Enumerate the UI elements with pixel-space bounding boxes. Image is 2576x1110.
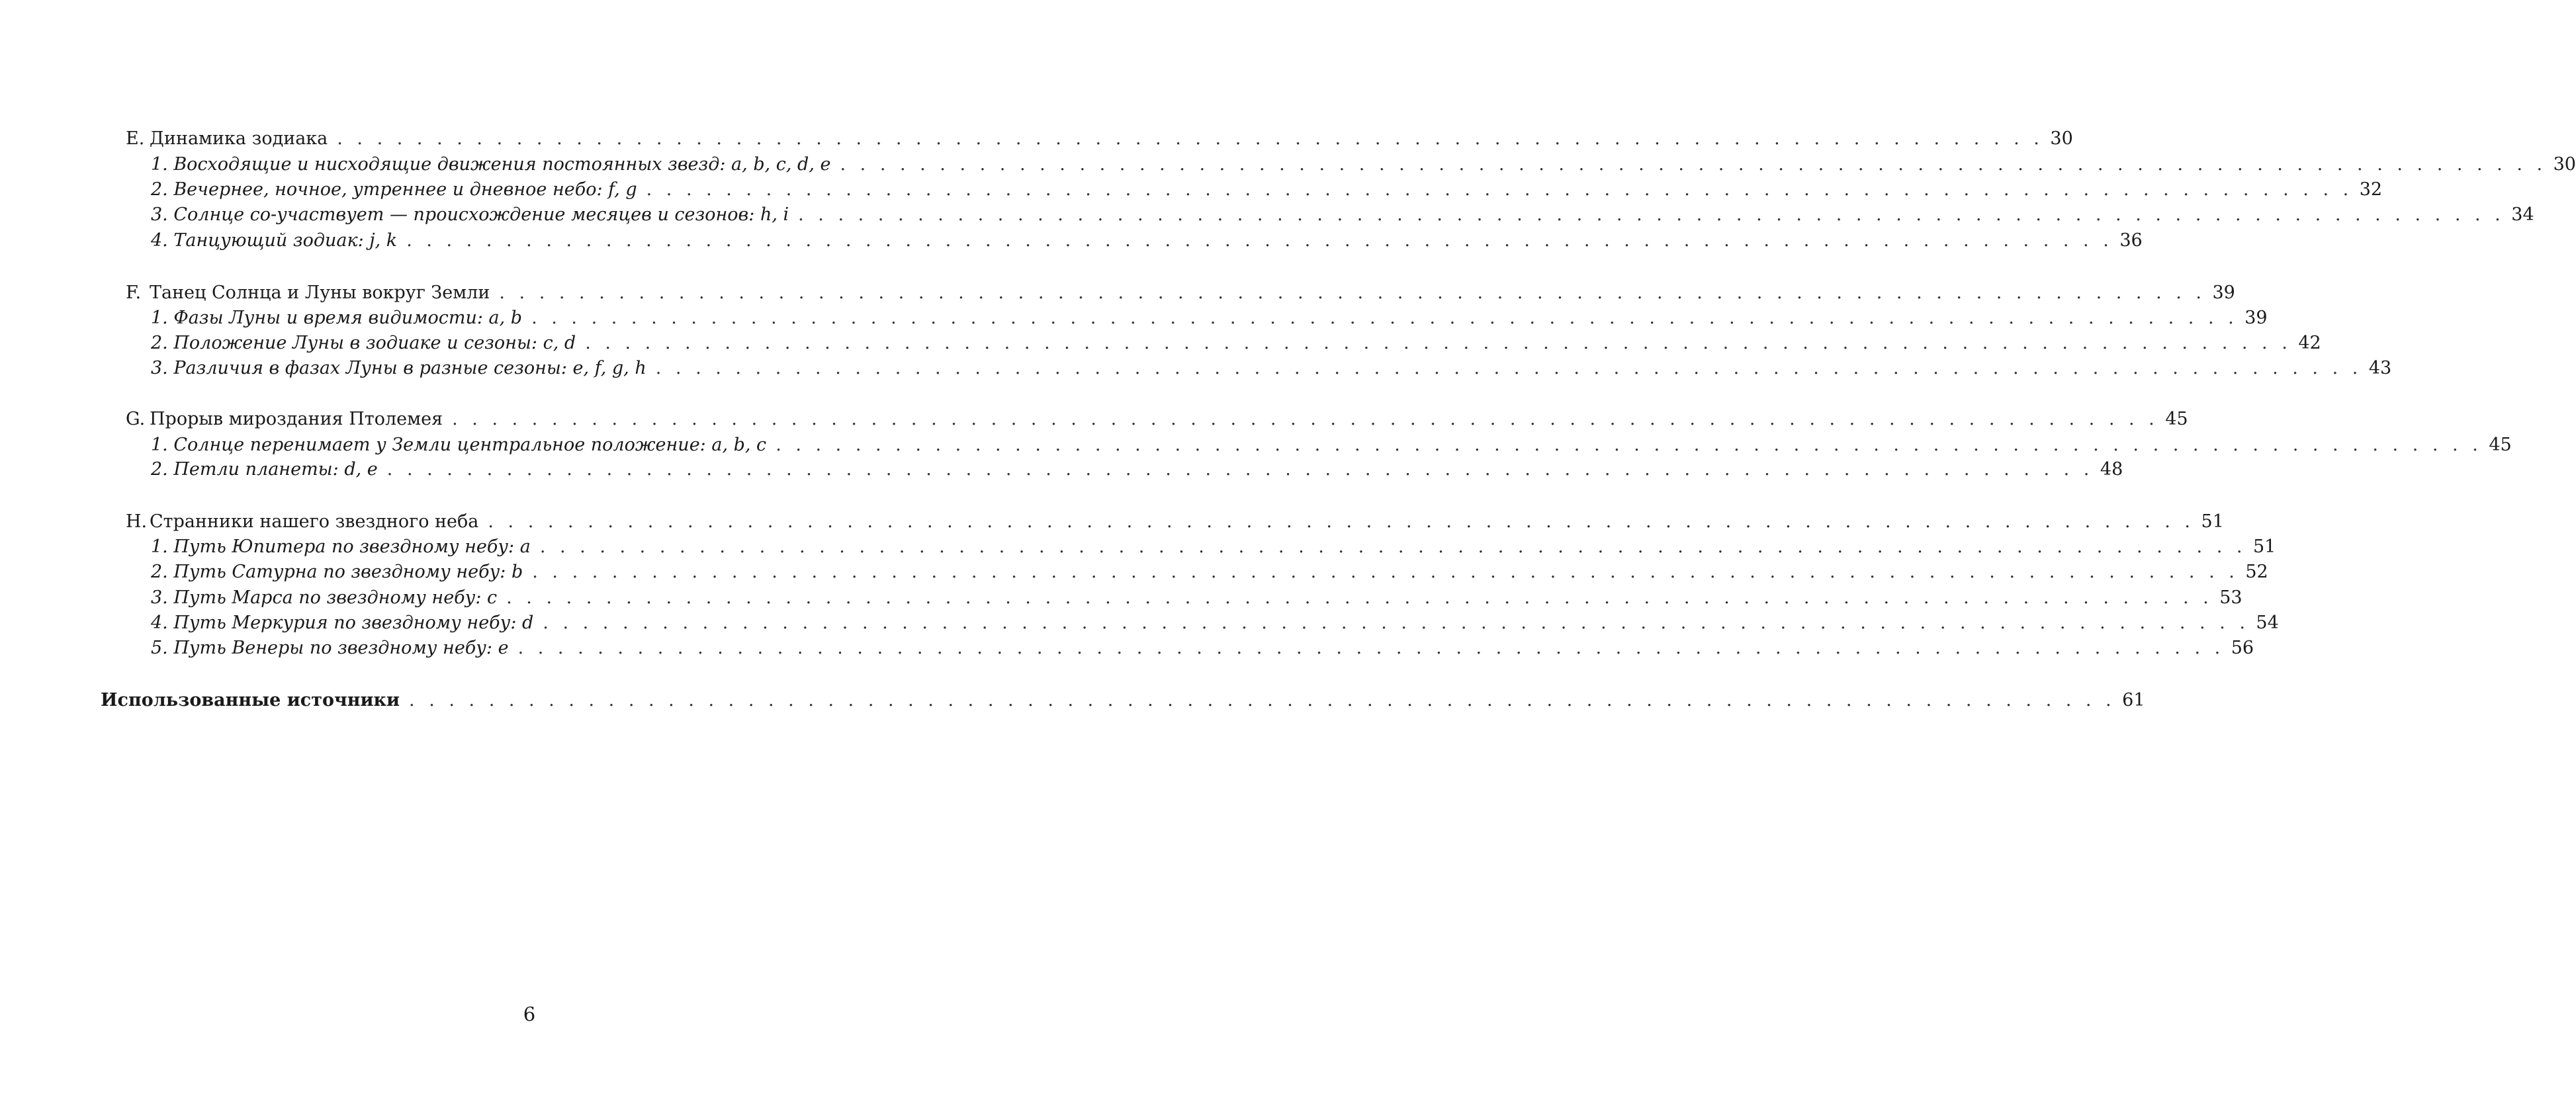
page-ref: 39	[2244, 308, 2268, 328]
dot-leader: . . . . . . . . . . . . . . . . . . . . . . . . . . . . . . . . . . . . . . . . . . . . . . . . . . . . . . . . . . . . . . . . . . . . . . . . . . . . . . . . . . . . . .	[499, 282, 2206, 303]
section-title	[126, 127, 328, 151]
dot-leader: . . . . . . . . . . . . . . . . . . . . . . . . . . . . . . . . . . . . . . . . . . . . . . . . . . . . . . . . . . . . . . . . . . . . . . . . . . . . . . . . . . . . . .	[585, 333, 2292, 353]
section-letter: H.	[126, 511, 148, 532]
toc-item[interactable]	[151, 357, 2392, 380]
item-label: 3. Путь Марса по звездному небу: c	[151, 587, 498, 608]
toc-item[interactable]	[151, 331, 2321, 355]
dot-leader: . . . . . . . . . . . . . . . . . . . . . . . . . . . . . . . . . . . . . . . . . . . . . . . . . . . . . . . . . . . . . . . . . . . . . . . . . . . . . . . . . . . . . .	[532, 562, 2239, 582]
dot-leader: . . . . . . . . . . . . . . . . . . . . . . . . . . . . . . . . . . . . . . . . . . . . . . . . . . . . . . . . . . . . . . . . . . . . . . . . . . . . . . . . . . . . . .	[798, 204, 2505, 225]
page-ref: 30	[2553, 154, 2576, 175]
item-label: 4. Танцующий зодиак: j, k	[151, 230, 398, 251]
section-letter: E.	[126, 128, 145, 149]
dot-leader: . . . . . . . . . . . . . . . . . . . . . . . . . . . . . . . . . . . . . . . . . . . . . . . . . . . . . . . . . . . . . . . . . . . . . . . . . . . . . . . . . . . . . .	[506, 587, 2213, 608]
dot-leader: . . . . . . . . . . . . . . . . . . . . . . . . . . . . . . . . . . . . . . . . . . . . . . . . . . . . . . . . . . . . . . . . . . . . . . . . . . . . . . . . . . . . . .	[488, 511, 2195, 532]
item-label: 2. Вечернее, ночное, утреннее и дневное небо: f, g	[151, 179, 637, 200]
toc-item[interactable]	[151, 229, 2143, 253]
page-ref: 61	[2122, 690, 2145, 710]
page-ref: 51	[2252, 536, 2276, 557]
toc-item[interactable]	[151, 611, 2279, 635]
section-letter: F.	[126, 282, 142, 303]
dot-leader: . . . . . . . . . . . . . . . . . . . . . . . . . . . . . . . . . . . . . . . . . . . . . . . . . . . . . . . . . . . . . . . . . . . . . . . . . . . . . . . . . . . . . .	[646, 179, 2353, 200]
page-ref: 53	[2219, 587, 2243, 608]
item-label: 3. Солнце со-участвует — происхождение месяцев и сезонов: h, i	[151, 204, 789, 225]
dot-leader: . . . . . . . . . . . . . . . . . . . . . . . . . . . . . . . . . . . . . . . . . . . . . . . . . . . . . . . . . . . . . . . . . . . . . . . . . . . . . . . . . . . . . .	[409, 690, 2116, 710]
toc-item[interactable]	[151, 586, 2243, 610]
dot-leader: . . . . . . . . . . . . . . . . . . . . . . . . . . . . . . . . . . . . . . . . . . . . . . . . . . . . . . . . . . . . . . . . . . . . . . . . . . . . . . . . . . . . . .	[543, 613, 2250, 633]
section-letter: G.	[126, 409, 146, 429]
section-title	[126, 510, 478, 534]
toc-item[interactable]	[151, 560, 2268, 584]
item-label: 1. Солнце перенимает у Земли центральное положение: a, b, c	[151, 435, 767, 455]
section-title-text: Странники нашего звездного неба	[150, 511, 479, 532]
item-label: 2. Петли планеты: d, e	[151, 459, 378, 480]
dot-leader: . . . . . . . . . . . . . . . . . . . . . . . . . . . . . . . . . . . . . . . . . . . . . . . . . . . . . . . . . . . . . . . . . . . . . . . . . . . . . . . . . . . . . .	[776, 435, 2483, 455]
dot-leader: . . . . . . . . . . . . . . . . . . . . . . . . . . . . . . . . . . . . . . . . . . . . . . . . . . . . . . . . . . . . . . . . . . . . . . . . . . . . . . . . . . . . . .	[406, 230, 2113, 251]
toc-section-e[interactable]	[126, 127, 2073, 151]
toc-item[interactable]	[151, 306, 2268, 330]
toc-item[interactable]	[151, 535, 2276, 559]
toc-item[interactable]	[151, 203, 2534, 227]
sources-title: Использованные источники	[101, 690, 400, 710]
toc-item[interactable]	[151, 153, 2576, 177]
item-label: 4. Путь Меркурия по звездному небу: d	[151, 613, 534, 633]
section-title	[126, 407, 443, 431]
section-title-text: Танец Солнца и Луны вокруг Земли	[150, 282, 490, 303]
toc-item[interactable]	[151, 433, 2512, 457]
dot-leader: . . . . . . . . . . . . . . . . . . . . . . . . . . . . . . . . . . . . . . . . . . . . . . . . . . . . . . . . . . . . . . . . . . . . . . . . . . . . . . . . . . . . . .	[337, 128, 2044, 149]
toc-item[interactable]	[151, 458, 2123, 482]
page-ref: 54	[2256, 613, 2279, 633]
section-title	[126, 281, 490, 305]
page-ref: 36	[2119, 230, 2143, 251]
toc-section-h[interactable]	[126, 510, 2224, 534]
dot-leader: . . . . . . . . . . . . . . . . . . . . . . . . . . . . . . . . . . . . . . . . . . . . . . . . . . . . . . . . . . . . . . . . . . . . . . . . . . . . . . . . . . . . . .	[452, 409, 2159, 429]
item-label: 5. Путь Венеры по звездному небу: e	[151, 638, 509, 658]
page-ref: 34	[2511, 204, 2534, 225]
toc-section-f[interactable]	[126, 281, 2235, 305]
item-label: 1. Фазы Луны и время видимости: a, b	[151, 308, 523, 328]
dot-leader: . . . . . . . . . . . . . . . . . . . . . . . . . . . . . . . . . . . . . . . . . . . . . . . . . . . . . . . . . . . . . . . . . . . . . . . . . . . . . . . . . . . . . .	[655, 358, 2362, 378]
page-ref: 56	[2231, 638, 2254, 658]
page-ref: 43	[2368, 358, 2392, 378]
item-label: 1. Восходящие и нисходящие движения постоянных звезд: a, b, c, d, e	[151, 154, 831, 175]
toc-sources[interactable]	[101, 689, 2145, 712]
toc-section-g[interactable]	[126, 407, 2188, 431]
page-ref: 45	[2165, 409, 2188, 429]
dot-leader: . . . . . . . . . . . . . . . . . . . . . . . . . . . . . . . . . . . . . . . . . . . . . . . . . . . . . . . . . . . . . . . . . . . . . . . . . . . . . . . . . . . . . .	[840, 154, 2547, 175]
section-title-text: Динамика зодиака	[150, 128, 328, 149]
page-ref: 32	[2359, 179, 2383, 200]
page-number: 6	[523, 1003, 536, 1025]
dot-leader: . . . . . . . . . . . . . . . . . . . . . . . . . . . . . . . . . . . . . . . . . . . . . . . . . . . . . . . . . . . . . . . . . . . . . . . . . . . . . . . . . . . . . .	[539, 536, 2246, 557]
page-ref: 42	[2298, 333, 2321, 353]
dot-leader: . . . . . . . . . . . . . . . . . . . . . . . . . . . . . . . . . . . . . . . . . . . . . . . . . . . . . . . . . . . . . . . . . . . . . . . . . . . . . . . . . . . . . .	[517, 638, 2225, 658]
page-ref: 30	[2050, 128, 2073, 149]
item-label: 1. Путь Юпитера по звездному небу: a	[151, 536, 531, 557]
dot-leader: . . . . . . . . . . . . . . . . . . . . . . . . . . . . . . . . . . . . . . . . . . . . . . . . . . . . . . . . . . . . . . . . . . . . . . . . . . . . . . . . . . . . . .	[531, 308, 2239, 328]
page-ref: 39	[2212, 282, 2235, 303]
page-ref: 48	[2100, 459, 2123, 480]
page-ref: 52	[2245, 562, 2268, 582]
section-title-text: Прорыв мироздания Птолемея	[150, 409, 443, 429]
toc-item[interactable]	[151, 636, 2254, 660]
toc-item[interactable]	[151, 178, 2383, 202]
item-label: 3. Различия в фазах Луны в разные сезоны: e, f, g, h	[151, 358, 646, 378]
item-label: 2. Положение Луны в зодиаке и сезоны: c, d	[151, 333, 576, 353]
page-ref: 45	[2489, 435, 2512, 455]
page-ref: 51	[2201, 511, 2224, 532]
item-label: 2. Путь Сатурна по звездному небу: b	[151, 562, 523, 582]
dot-leader: . . . . . . . . . . . . . . . . . . . . . . . . . . . . . . . . . . . . . . . . . . . . . . . . . . . . . . . . . . . . . . . . . . . . . . . . . . . . . . . . . . . . . .	[386, 459, 2094, 480]
